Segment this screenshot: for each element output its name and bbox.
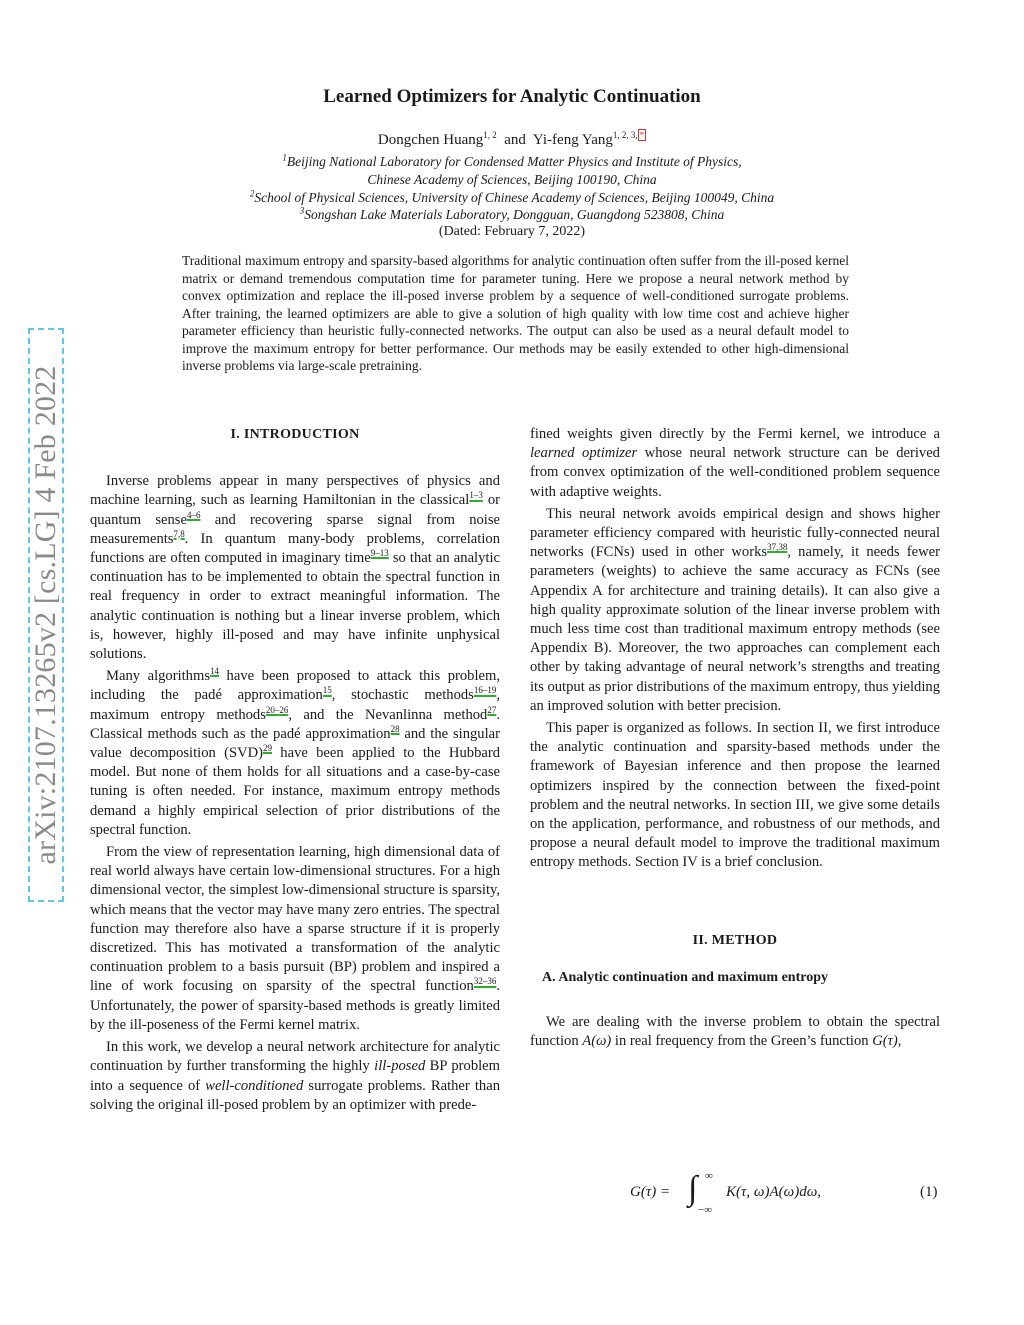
citation-link[interactable]: 27 (487, 704, 497, 715)
and-word: and (504, 132, 526, 148)
affiliation-1-cont-text: Chinese Academy of Sciences, Beijing 100190, China (367, 172, 657, 187)
author-2: Yi-feng Yang (532, 132, 613, 148)
affiliation-1-number: 1 (282, 152, 287, 163)
abstract: Traditional maximum entropy and sparsity-based algorithms for analytic continuation often suffer from the ill-posed kernel matrix or demand tremendous computation time for parameter tuning. Here we propose a neural network method by convex optimization and replace the ill-posed inverse problem by a sequence of well-conditioned surrogate problems. After training, the learned optimizers are able to give a solution of high quality with low time cost and achieve higher parameter efficiency than heuristic fully-connected networks. The output can also be used as a neural default model to improve the maximum entropy for better performance. Our methods may be easily extended to other high-dimensional inverse problems via large-scale pretraining. (182, 253, 849, 373)
intro-paragraph-4: In this work, we develop a neural network architecture for analytic continuation by further transforming the highly ill-posed BP problem into a sequence of well-conditioned surrogate problems. Rather than solving the original ill-posed problem by an optimizer with prede- (90, 1039, 500, 1113)
affiliation-3-number: 3 (299, 205, 305, 216)
citation-link[interactable]: 29 (263, 743, 273, 754)
intro-paragraph-5: This neural network avoids empirical design and shows higher parameter efficiency compared with heuristic fully-connected neural networks (FCNs) used in other works$^{37,38}$, namely, it needs fewer parameters (weights) to achieve the same accuracy as FCNs (see Appendix A for architecture and training details). It can also give a high quality approximate solution of the linear inverse problem with much less time cost than traditional maximum entropy methods (see Appendix B). Moreover, the two approaches can complement each other by taking advantage of neural network’s strengths and treating its output as prior distributions of the maximum entropy, thus yielding an improved solution with better precision. (530, 505, 940, 714)
integral-lower-limit: −∞ (698, 1204, 713, 1216)
intro-paragraph-6: This paper is organized as follows. In section II, we first introduce the analytic continuation and sparsity-based methods under the framework of Bayesian inference and then propose the learned optimizers inspired by the connection between the fixed-point problem and the neutral networks. In section III, we give some details on the application, performance, and robustness of our methods, and propose a neural default model to improve the traditional maximum entropy methods. Section IV is a brief conclusion. (530, 720, 940, 871)
affiliation-2-text: School of Physical Sciences, University of Chinese Academy of Sciences, Beijing 100049, China (254, 190, 775, 205)
citation-link[interactable]: 1–3 (469, 490, 483, 501)
affiliation-3 (0, 206, 1024, 224)
citation-link[interactable]: 20–26 (265, 704, 289, 715)
author-2-affiliation: 1, 2, 3, (612, 130, 638, 140)
integral-sign-icon: ∫ (688, 1170, 698, 1207)
author-1-affiliation: 1, 2 (483, 130, 497, 140)
corresponding-author-link[interactable]: * (639, 130, 645, 140)
equation-number: (1) (920, 1184, 938, 1200)
section-heading-introduction: I. INTRODUCTION (230, 427, 360, 442)
equation-1 (530, 1170, 942, 1218)
citation-link[interactable]: 28 (390, 723, 400, 734)
affiliation-2-number: 2 (249, 188, 255, 199)
method-paragraph-1: We are dealing with the inverse problem to obtain the spectral function A(ω) in real frequency from the Green’s function G(τ), (530, 1014, 940, 1050)
paper-title: Learned Optimizers for Analytic Continuation (323, 86, 701, 107)
dated-line: (Dated: February 7, 2022) (438, 224, 586, 239)
affiliation-2 (0, 189, 1024, 207)
affiliation-1 (0, 153, 1024, 171)
integral-upper-limit: ∞ (705, 1170, 713, 1182)
intro-paragraph-3: From the view of representation learning, high dimensional data of real world always have certain low-dimensional structures. For a high dimensional vector, the simplest low-dimensional structure is sparsity, which means that the vector may have many zero entries. The spectral function may therefore also have a sparse structure if it is properly discretized. This has motivated a transformation of the analytic continuation problem to a basis pursuit (BP) problem and inspired a line of work focusing on sparsity of the spectral function$^{32-36}$. Unfortunately, the power of sparsity-based methods is greatly limited by the ill-poseness of the Fermi kernel matrix. (90, 844, 500, 1033)
intro-paragraph-2: Many algorithms$^{14}$ have been proposed to attack this problem, including the padé approximation$^{15}$, stochastic methods$^{16-19}$, maximum entropy methods$^{20-26}$, and the Nevanlinna method$^{27}$. Classical methods such as the padé approximation$^{28}$ and the singular value decomposition (SVD)$^{29}$ have been applied to the Hubbard model. But none of them holds for all situations and a case-by-case tuning is often needed. For instance, maximum entropy methods demand a highly empirical selection of prior distributions of the spectral function. (90, 666, 501, 838)
equation-integrand: K(τ, ω)A(ω)dω, (726, 1184, 822, 1200)
left-column (90, 425, 500, 1118)
citation-link[interactable]: 9–13 (370, 548, 389, 559)
affiliation-1-text: Beijing National Laboratory for Condensed Matter Physics and Institute of Physics, (286, 154, 742, 169)
arxiv-id: arXiv:2107.13265v2 [cs.LG] 4 Feb 2022 (29, 365, 62, 865)
affiliation-1-cont (0, 171, 1024, 189)
author-1: Dongchen Huang (377, 132, 484, 148)
arxiv-identifier-stamp (28, 328, 64, 902)
right-column (530, 425, 940, 1054)
section-heading-method: II. METHOD (692, 932, 778, 948)
subsection-heading-a: A. Analytic continuation and maximum entropy (542, 969, 828, 985)
author-line (0, 129, 1024, 149)
equation-lhs: G(τ) = (630, 1184, 671, 1200)
intro-paragraph-4-cont: fined weights given directly by the Fermi kernel, we introduce a learned optimizer whose neural network structure can be derived from convex optimization of the well-conditioned problem sequence with adaptive weights. (530, 426, 940, 500)
citation-link[interactable]: 15 (322, 685, 332, 696)
citation-link[interactable]: 32–36 (473, 976, 497, 987)
citation-link[interactable]: 7,8 (173, 528, 185, 539)
affiliation-3-text: Songshan Lake Materials Laboratory, Dongguan, Guangdong 523808, China (304, 207, 725, 222)
citation-link[interactable]: 37,38 (767, 542, 788, 553)
intro-paragraph-1: Inverse problems appear in many perspectives of physics and machine learning, such as learning Hamiltonian in the classical$^{1-3}$ or quantum sense$^{4-6}$ and recovering sparse signal from noise measurements$^{7,8}$. In quantum many-body problems, correlation functions are often computed in imaginary time$^{9-13}$ so that an analytic continuation has to be implemented to obtain the spectral function in real frequency in order to extract meaningful information. The analytic continuation is nothing but a linear inverse problem, which is, however, highly ill-posed and may have infinite unphysical solutions. (90, 473, 501, 663)
citation-link[interactable]: 16–19 (473, 685, 497, 696)
citation-link[interactable]: 4–6 (186, 509, 201, 520)
citation-link[interactable]: 14 (210, 666, 220, 677)
